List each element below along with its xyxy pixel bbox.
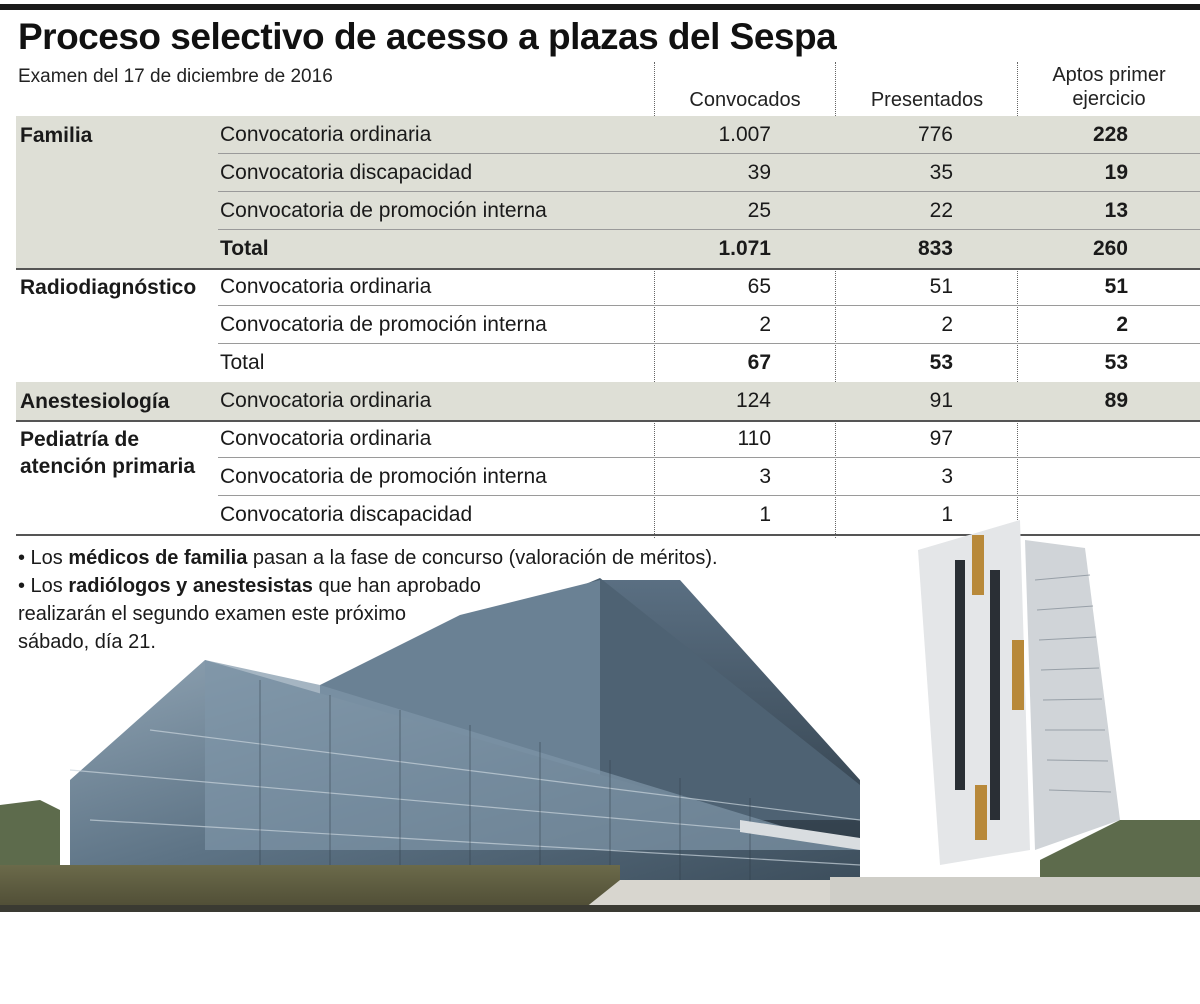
cell-convocados: 1.071	[718, 237, 771, 260]
page-title: Proceso selectivo de acesso a plazas del Sespa	[18, 16, 837, 57]
category-label	[20, 388, 169, 415]
page-subtitle: Examen del 17 de diciembre de 2016	[18, 66, 333, 87]
row-description: Convocatoria ordinaria	[220, 427, 432, 450]
note-1-bold: médicos de familia	[68, 547, 248, 569]
category-label	[20, 122, 92, 149]
table-row	[0, 382, 1200, 420]
cell-aptos: 89	[1104, 389, 1128, 412]
row-description: Convocatoria discapacidad	[220, 503, 473, 526]
cell-convocados: 2	[759, 313, 771, 336]
cell-convocados: 110	[737, 427, 771, 450]
cell-presentados: 53	[929, 351, 953, 374]
cell-presentados: 91	[929, 389, 953, 412]
row-description: Convocatoria discapacidad	[220, 161, 473, 184]
cell-presentados: 776	[917, 123, 953, 146]
note-2-line-3: sábado, día 21.	[18, 631, 156, 653]
note-2	[18, 572, 718, 600]
row-description: Total	[220, 237, 269, 260]
category-label-line1: Pediatría de	[20, 428, 140, 451]
row-description: Convocatoria de promoción interna	[220, 313, 547, 336]
cell-convocados: 124	[735, 389, 771, 412]
row-description: Convocatoria de promoción interna	[220, 465, 547, 488]
cell-convocados: 25	[747, 199, 771, 222]
cell-aptos: 13	[1104, 199, 1128, 222]
cell-presentados: 51	[929, 275, 953, 298]
note-1	[18, 544, 718, 572]
category-label-line1: Familia	[20, 124, 93, 147]
cell-presentados: 833	[917, 237, 953, 260]
cell-presentados: 22	[929, 199, 953, 222]
row-description: Convocatoria de promoción interna	[220, 199, 547, 222]
table-row	[0, 154, 1200, 192]
column-header-aptos-line2: ejercicio	[1072, 88, 1146, 110]
note-2-post: que han aprobado	[312, 575, 481, 597]
column-header-convocados: Convocados	[689, 89, 801, 111]
category-label-line1: Radiodiagnóstico	[20, 276, 197, 299]
category-label-line1: Anestesiología	[20, 390, 170, 413]
category-label-line2: atención primaria	[20, 455, 196, 478]
table-row	[0, 230, 1200, 268]
row-description: Convocatoria ordinaria	[220, 389, 432, 412]
cell-presentados: 3	[941, 465, 953, 488]
table-row	[0, 306, 1200, 344]
cell-aptos: 53	[1104, 351, 1128, 374]
note-2-line-2: realizarán el segundo examen este próximo	[18, 603, 406, 625]
cell-convocados: 1.007	[718, 123, 771, 146]
note-2-pre: • Los	[18, 575, 69, 597]
note-1-post: pasan a la fase de concurso (valoración de méritos).	[247, 547, 718, 569]
category-label	[20, 274, 196, 301]
cell-convocados: 1	[759, 503, 771, 526]
row-description: Convocatoria ordinaria	[220, 123, 432, 146]
cell-aptos: 51	[1104, 275, 1128, 298]
table-row	[0, 344, 1200, 382]
table-row	[0, 116, 1200, 154]
column-header-aptos-line1: Aptos primer	[1052, 64, 1166, 86]
category-label	[20, 426, 195, 480]
footnotes	[18, 544, 718, 656]
cell-convocados: 39	[747, 161, 771, 184]
cell-convocados: 67	[747, 351, 771, 374]
cell-aptos: 2	[1116, 313, 1128, 336]
row-description: Total	[220, 351, 265, 374]
cell-aptos	[1018, 420, 1128, 458]
table-row	[0, 192, 1200, 230]
note-2-bold: radiólogos y anestesistas	[68, 575, 313, 597]
cell-presentados: 97	[929, 427, 953, 450]
top-rule	[0, 4, 1200, 10]
cell-presentados: 1	[941, 503, 953, 526]
cell-convocados: 3	[759, 465, 771, 488]
cell-aptos: 260	[1092, 237, 1128, 260]
cell-aptos: 19	[1104, 161, 1128, 184]
cell-aptos	[1018, 458, 1128, 496]
row-description: Convocatoria ordinaria	[220, 275, 432, 298]
cell-convocados: 65	[747, 275, 771, 298]
cell-presentados: 35	[929, 161, 953, 184]
column-header-presentados: Presentados	[870, 89, 984, 111]
note-1-pre: • Los	[18, 547, 69, 569]
column-header-aptos	[1018, 63, 1200, 111]
cell-presentados: 2	[941, 313, 953, 336]
cell-aptos: 228	[1092, 123, 1128, 146]
